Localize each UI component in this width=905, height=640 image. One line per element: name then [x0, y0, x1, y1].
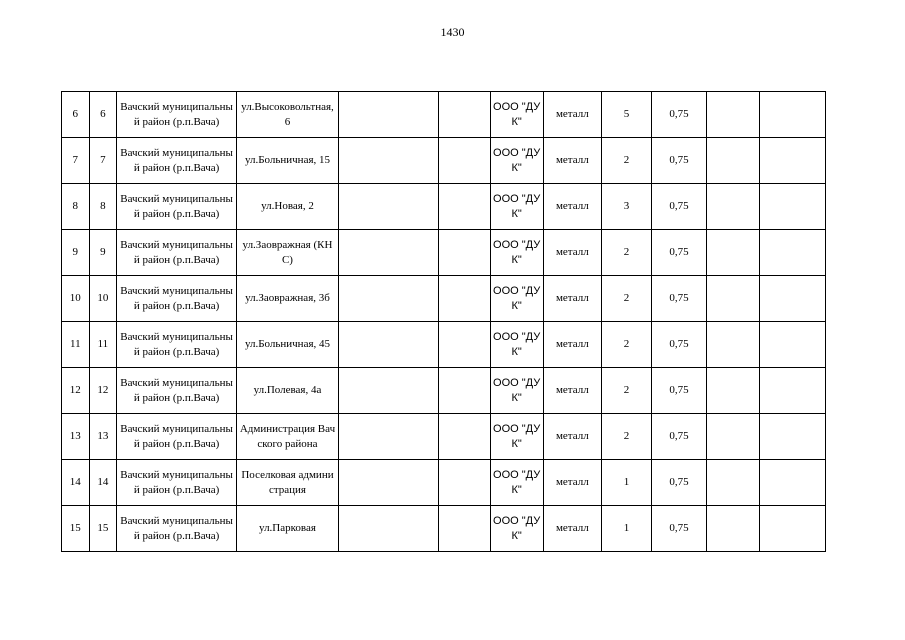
coordinates-cell — [338, 506, 438, 552]
quantity-cell: 1 — [602, 506, 652, 552]
empty-cell — [438, 506, 490, 552]
coordinates-cell — [338, 138, 438, 184]
row-number-cell: 15 — [62, 506, 90, 552]
quantity-cell: 2 — [602, 368, 652, 414]
material-cell: металл — [543, 230, 601, 276]
material-cell: металл — [543, 138, 601, 184]
empty-cell — [760, 230, 826, 276]
address-cell: ул.Больничная, 15 — [237, 138, 339, 184]
district-cell: Вачский муниципальный район (р.п.Вача) — [117, 92, 237, 138]
quantity-cell: 2 — [602, 230, 652, 276]
address-cell: ул.Новая, 2 — [237, 184, 339, 230]
empty-cell — [707, 276, 760, 322]
row-number-cell: 9 — [62, 230, 90, 276]
owner-cell: ООО "ДУК" — [490, 506, 543, 552]
page-number: 1430 — [440, 25, 465, 39]
material-cell: металл — [543, 92, 601, 138]
coordinates-cell — [338, 276, 438, 322]
coordinates-cell — [338, 322, 438, 368]
empty-cell — [438, 184, 490, 230]
district-cell: Вачский муниципальный район (р.п.Вача) — [117, 184, 237, 230]
district-cell: Вачский муниципальный район (р.п.Вача) — [117, 138, 237, 184]
site-number-cell: 8 — [89, 184, 117, 230]
empty-cell — [707, 184, 760, 230]
coordinates-cell — [338, 92, 438, 138]
site-number-cell: 7 — [89, 138, 117, 184]
quantity-cell: 3 — [602, 184, 652, 230]
empty-cell — [707, 460, 760, 506]
row-number-cell: 10 — [62, 276, 90, 322]
address-cell: ул.Заовражная (КНС) — [237, 230, 339, 276]
coordinates-cell — [338, 368, 438, 414]
table-row — [62, 184, 826, 230]
owner-cell: ООО "ДУК" — [490, 322, 543, 368]
empty-cell — [760, 138, 826, 184]
empty-cell — [760, 414, 826, 460]
volume-cell: 0,75 — [651, 184, 706, 230]
material-cell: металл — [543, 322, 601, 368]
site-number-cell: 9 — [89, 230, 117, 276]
table-row — [62, 138, 826, 184]
volume-cell: 0,75 — [651, 368, 706, 414]
row-number-cell: 8 — [62, 184, 90, 230]
district-cell: Вачский муниципальный район (р.п.Вача) — [117, 276, 237, 322]
site-number-cell: 15 — [89, 506, 117, 552]
district-cell: Вачский муниципальный район (р.п.Вача) — [117, 460, 237, 506]
row-number-cell: 11 — [62, 322, 90, 368]
quantity-cell: 1 — [602, 460, 652, 506]
address-cell: ул.Полевая, 4а — [237, 368, 339, 414]
empty-cell — [438, 138, 490, 184]
empty-cell — [707, 230, 760, 276]
quantity-cell: 2 — [602, 322, 652, 368]
material-cell: металл — [543, 506, 601, 552]
material-cell: металл — [543, 276, 601, 322]
row-number-cell: 7 — [62, 138, 90, 184]
empty-cell — [707, 92, 760, 138]
material-cell: металл — [543, 414, 601, 460]
coordinates-cell — [338, 460, 438, 506]
quantity-cell: 5 — [602, 92, 652, 138]
coordinates-cell — [338, 414, 438, 460]
site-number-cell: 14 — [89, 460, 117, 506]
table-row — [62, 230, 826, 276]
volume-cell: 0,75 — [651, 414, 706, 460]
table-row — [62, 414, 826, 460]
registry-table — [61, 91, 826, 552]
coordinates-cell — [338, 184, 438, 230]
empty-cell — [760, 368, 826, 414]
address-cell: ул.Парковая — [237, 506, 339, 552]
volume-cell: 0,75 — [651, 460, 706, 506]
empty-cell — [707, 322, 760, 368]
empty-cell — [438, 460, 490, 506]
empty-cell — [760, 460, 826, 506]
row-number-cell: 14 — [62, 460, 90, 506]
table-row — [62, 506, 826, 552]
volume-cell: 0,75 — [651, 230, 706, 276]
owner-cell: ООО "ДУК" — [490, 460, 543, 506]
row-number-cell: 13 — [62, 414, 90, 460]
empty-cell — [707, 368, 760, 414]
site-number-cell: 12 — [89, 368, 117, 414]
district-cell: Вачский муниципальный район (р.п.Вача) — [117, 506, 237, 552]
empty-cell — [760, 276, 826, 322]
empty-cell — [707, 506, 760, 552]
empty-cell — [438, 322, 490, 368]
empty-cell — [438, 92, 490, 138]
address-cell: Поселковая администрация — [237, 460, 339, 506]
table-row — [62, 322, 826, 368]
quantity-cell: 2 — [602, 414, 652, 460]
district-cell: Вачский муниципальный район (р.п.Вача) — [117, 230, 237, 276]
owner-cell: ООО "ДУК" — [490, 414, 543, 460]
table-body — [62, 92, 826, 552]
site-number-cell: 13 — [89, 414, 117, 460]
quantity-cell: 2 — [602, 276, 652, 322]
material-cell: металл — [543, 184, 601, 230]
table-row — [62, 460, 826, 506]
address-cell: ул.Высоковольтная, 6 — [237, 92, 339, 138]
material-cell: металл — [543, 368, 601, 414]
owner-cell: ООО "ДУК" — [490, 184, 543, 230]
volume-cell: 0,75 — [651, 506, 706, 552]
empty-cell — [438, 414, 490, 460]
table-row — [62, 368, 826, 414]
empty-cell — [438, 230, 490, 276]
site-number-cell: 10 — [89, 276, 117, 322]
empty-cell — [760, 506, 826, 552]
address-cell: Администрация Вачского района — [237, 414, 339, 460]
owner-cell: ООО "ДУК" — [490, 368, 543, 414]
empty-cell — [438, 276, 490, 322]
owner-cell: ООО "ДУК" — [490, 92, 543, 138]
district-cell: Вачский муниципальный район (р.п.Вача) — [117, 322, 237, 368]
volume-cell: 0,75 — [651, 138, 706, 184]
empty-cell — [760, 184, 826, 230]
owner-cell: ООО "ДУК" — [490, 276, 543, 322]
coordinates-cell — [338, 230, 438, 276]
address-cell: ул.Заовражная, 3б — [237, 276, 339, 322]
volume-cell: 0,75 — [651, 322, 706, 368]
address-cell: ул.Больничная, 45 — [237, 322, 339, 368]
site-number-cell: 11 — [89, 322, 117, 368]
row-number-cell: 12 — [62, 368, 90, 414]
table-row — [62, 276, 826, 322]
empty-cell — [438, 368, 490, 414]
owner-cell: ООО "ДУК" — [490, 230, 543, 276]
quantity-cell: 2 — [602, 138, 652, 184]
owner-cell: ООО "ДУК" — [490, 138, 543, 184]
empty-cell — [707, 138, 760, 184]
volume-cell: 0,75 — [651, 92, 706, 138]
material-cell: металл — [543, 460, 601, 506]
district-cell: Вачский муниципальный район (р.п.Вача) — [117, 414, 237, 460]
empty-cell — [760, 322, 826, 368]
volume-cell: 0,75 — [651, 276, 706, 322]
row-number-cell: 6 — [62, 92, 90, 138]
empty-cell — [760, 92, 826, 138]
site-number-cell: 6 — [89, 92, 117, 138]
empty-cell — [707, 414, 760, 460]
district-cell: Вачский муниципальный район (р.п.Вача) — [117, 368, 237, 414]
table-row — [62, 92, 826, 138]
